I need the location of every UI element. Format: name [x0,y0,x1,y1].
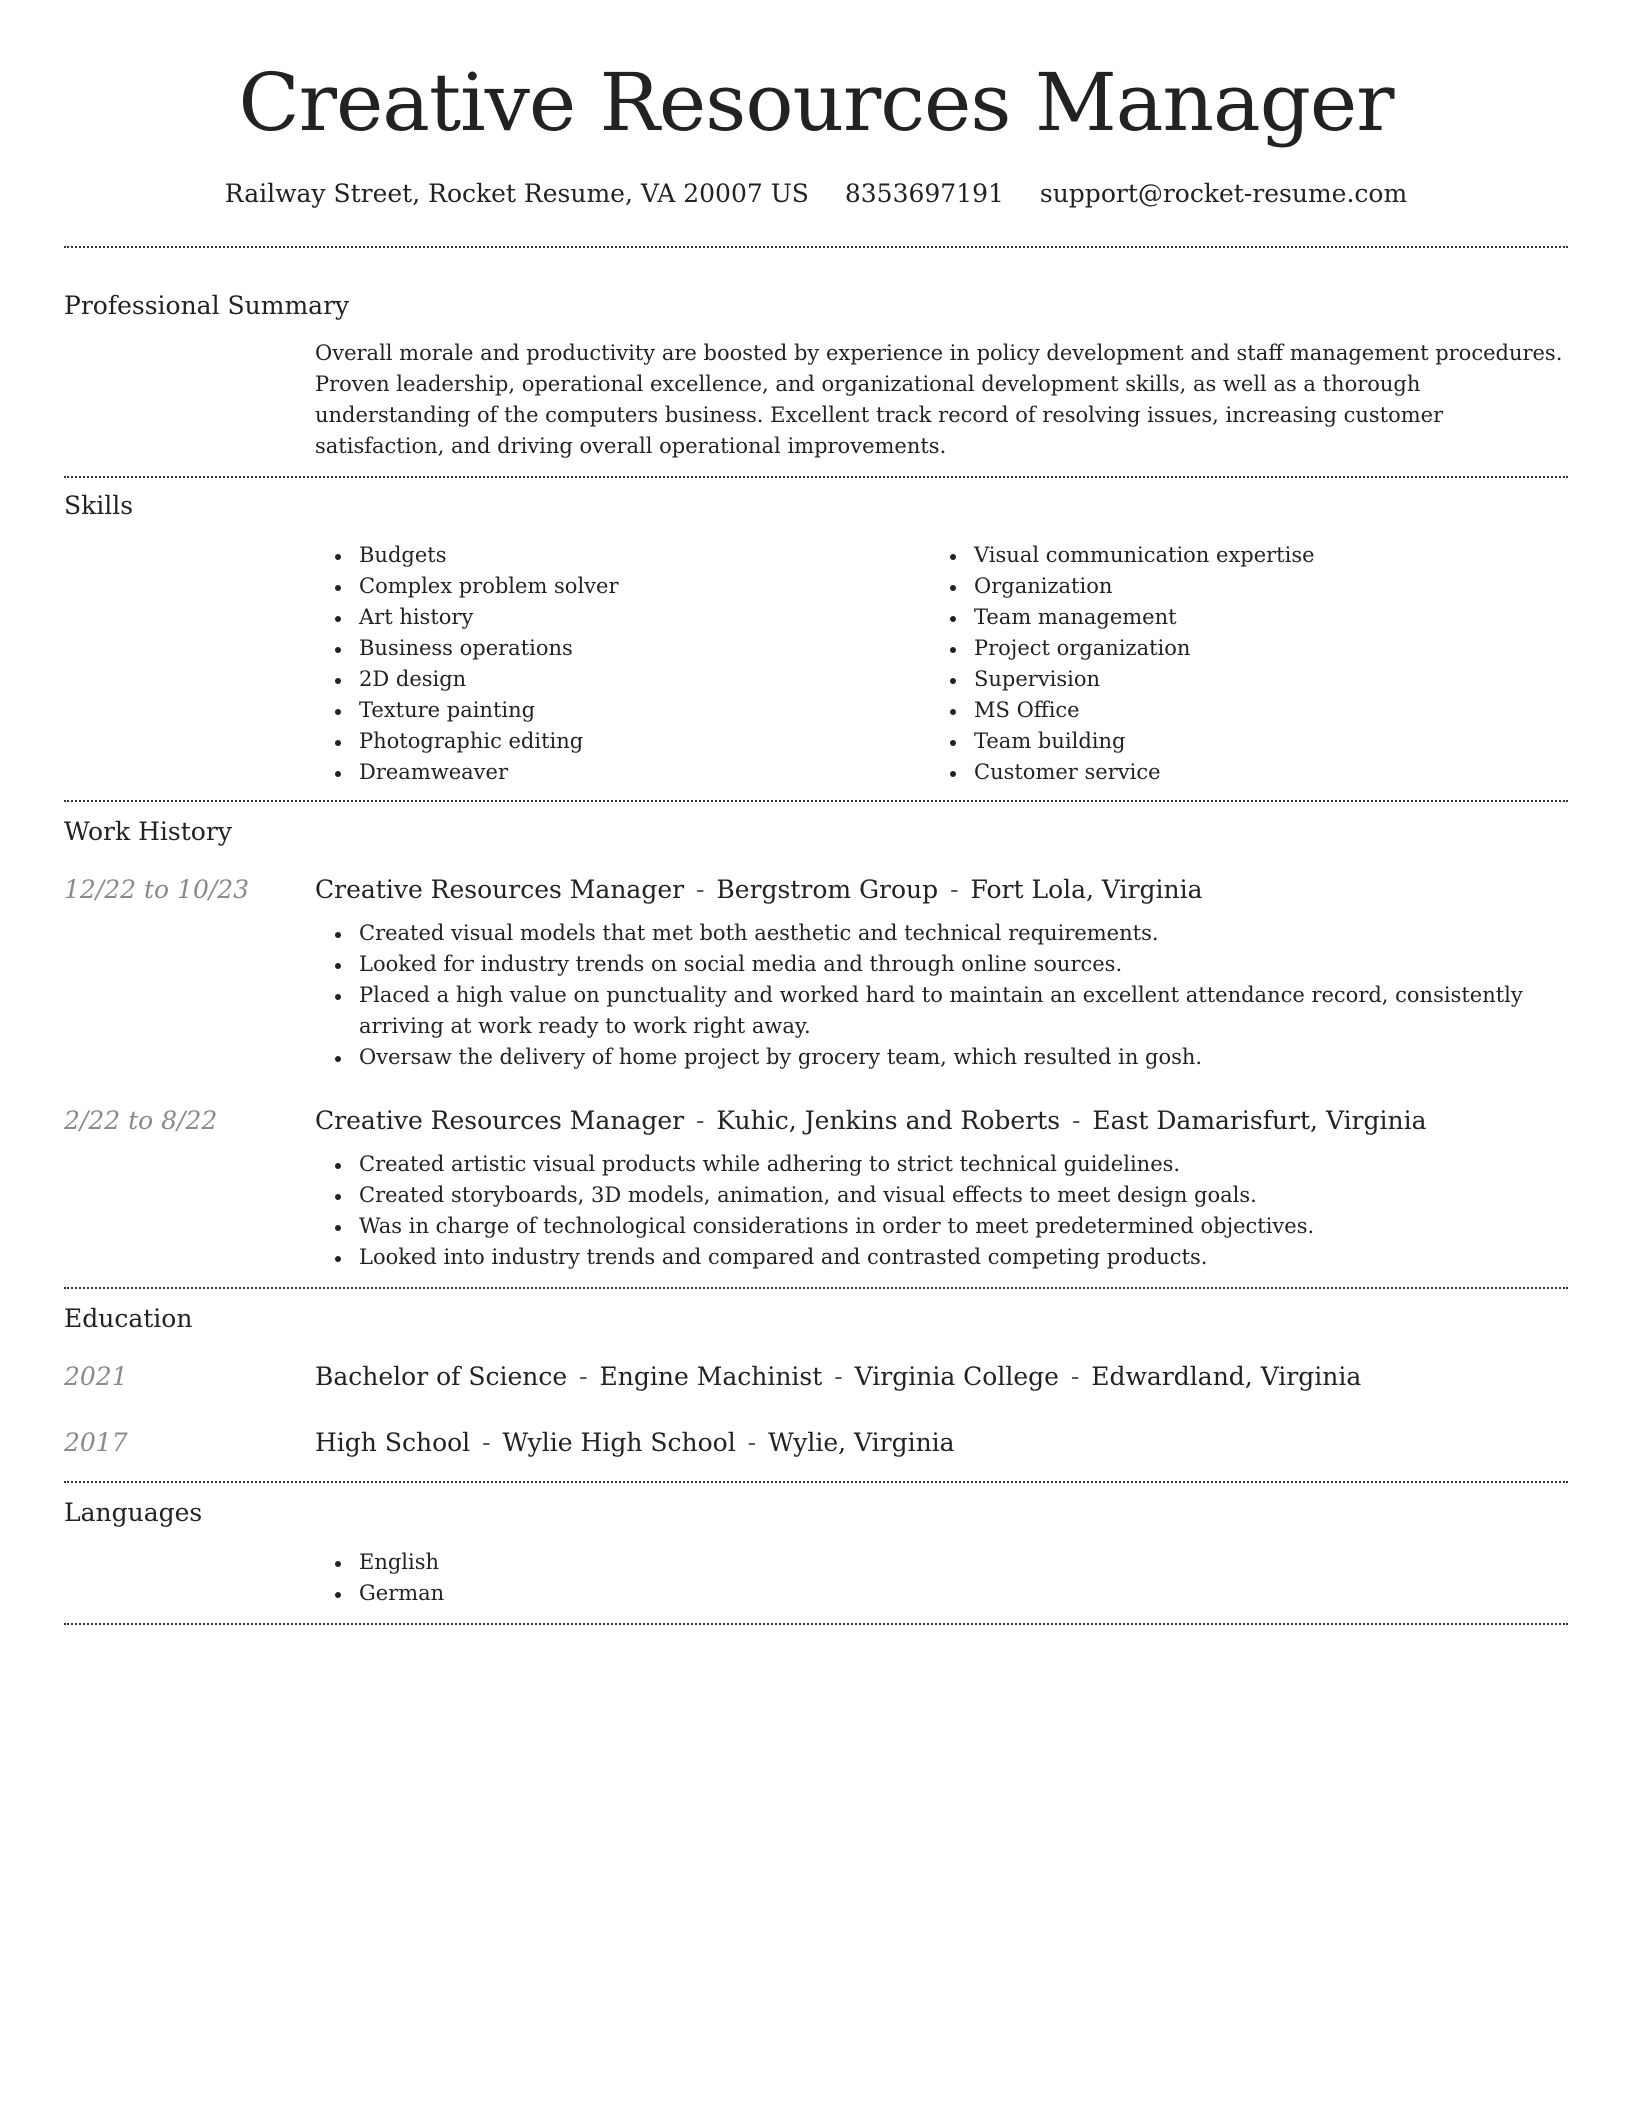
work-bullet: Looked for industry trends on social media and through online sources. [315,949,1568,980]
skill-item: 2D design [315,664,930,695]
work-bullets [315,918,1568,1073]
contact-phone: 8353697191 [844,179,1004,208]
skill-item: Visual communication expertise [930,540,1545,571]
education-title: Education [64,1304,193,1333]
skills-column-left [315,540,930,788]
education-entry [64,1359,1568,1395]
work-bullet: Placed a high value on punctuality and worked hard to maintain an excellent attendance record, consistently arriving at work ready to work right away. [315,980,1568,1042]
work-bullet: Looked into industry trends and compared and contrasted competing products. [315,1242,1568,1273]
work-bullet: Was in charge of technological considerations in order to meet predetermined objectives. [315,1211,1568,1242]
skill-item: Dreamweaver [315,757,930,788]
education-degree: Bachelor of Science [315,1362,568,1391]
job-company: Kuhic, Jenkins and Roberts [716,1106,1061,1135]
education-year: 2021 [64,1362,128,1391]
work-date: 12/22 to 10/23 [64,875,250,904]
summary-title: Professional Summary [64,291,350,320]
education-location: Wylie, Virginia [768,1428,955,1457]
education-school: Wylie High School [502,1428,736,1457]
summary-text: Overall morale and productivity are boosted by experience in policy development and staff management procedures. Proven leadership, operational excellence, and organizational development skills, as well as a thorough understanding of the computers business. Excellent track record of resolving issues, increasing customer satisfaction, and driving overall operational improvements. [315,341,1563,458]
skills-section [64,488,1568,800]
work-bullet: Created visual models that met both aesthetic and technical requirements. [315,918,1568,949]
education-location: Edwardland, Virginia [1091,1362,1362,1391]
job-location: Fort Lola, Virginia [970,875,1203,904]
skill-item: Budgets [315,540,930,571]
skill-item: Customer service [930,757,1545,788]
skill-item: Photographic editing [315,726,930,757]
divider [64,1623,1568,1625]
languages-list [315,1547,1568,1609]
skill-item: Art history [315,602,930,633]
divider [64,1481,1568,1483]
job-role: Creative Resources Manager [315,1106,685,1135]
language-item: German [315,1578,1568,1609]
languages-title: Languages [64,1498,203,1527]
skill-item: Business operations [315,633,930,664]
languages-list-wrap [315,1547,1568,1623]
education-field: Engine Machinist [599,1362,823,1391]
divider [64,1287,1568,1289]
education-section [64,1301,1568,1481]
resume-name: Creative Resources Manager [238,56,1394,149]
education-heading: High School - Wylie High School - Wylie, Virginia [315,1428,955,1457]
education-year: 2017 [64,1428,128,1457]
work-entry [64,872,1568,1073]
skills-column-right [930,540,1545,788]
contact-info [64,176,1568,212]
summary-section [64,288,1568,476]
job-role: Creative Resources Manager [315,875,685,904]
divider [64,476,1568,478]
education-school: Virginia College [854,1362,1059,1391]
work-bullet: Created storyboards, 3D models, animation, and visual effects to meet design goals. [315,1180,1568,1211]
language-item: English [315,1547,1568,1578]
education-degree: High School [315,1428,471,1457]
job-company: Bergstrom Group [716,875,939,904]
work-bullet: Oversaw the delivery of home project by grocery team, which resulted in gosh. [315,1042,1568,1073]
skill-item: Team management [930,602,1545,633]
education-heading: Bachelor of Science - Engine Machinist - Virginia College - Edwardland, Virginia [315,1362,1362,1391]
divider [64,246,1568,248]
skills-title: Skills [64,491,134,520]
skill-item: MS Office [930,695,1545,726]
skill-item: Project organization [930,633,1545,664]
skill-item: Supervision [930,664,1545,695]
job-location: East Damarisfurt, Virginia [1092,1106,1427,1135]
work-section [64,814,1568,1287]
work-heading: Creative Resources Manager - Kuhic, Jenkins and Roberts - East Damarisfurt, Virginia [315,1106,1427,1135]
work-bullets [315,1149,1568,1287]
work-date: 2/22 to 8/22 [64,1106,218,1135]
education-entry [64,1425,1568,1481]
skill-item: Texture painting [315,695,930,726]
skill-item: Complex problem solver [315,571,930,602]
work-bullet: Created artistic visual products while adhering to strict technical guidelines. [315,1149,1568,1180]
divider [64,800,1568,802]
work-heading: Creative Resources Manager - Bergstrom Group - Fort Lola, Virginia [315,875,1203,904]
contact-address: Railway Street, Rocket Resume, VA 20007 US [224,179,809,208]
work-entry [64,1103,1568,1287]
work-title: Work History [64,817,232,846]
skills-list [315,540,1568,800]
languages-section [64,1495,1568,1623]
skill-item: Team building [930,726,1545,757]
skill-item: Organization [930,571,1545,602]
contact-email: support@rocket-resume.com [1039,179,1408,208]
